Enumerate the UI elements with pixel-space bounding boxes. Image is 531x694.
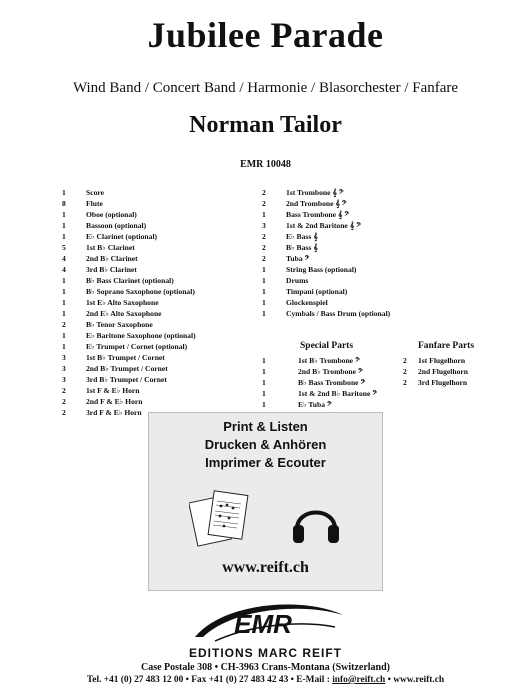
part-quantity: 1 [262, 276, 266, 285]
part-quantity: 4 [62, 265, 66, 274]
part-quantity: 1 [62, 287, 66, 296]
publisher-address: Case Postale 308 • CH-3963 Crans-Montana (Switzerland) [140, 662, 391, 673]
part-row [62, 396, 196, 407]
promo-line-imprimer: Imprimer & Ecouter [205, 455, 326, 470]
part-row [62, 363, 196, 374]
part-row [62, 209, 196, 220]
part-name: 2nd F & E♭ Horn [86, 397, 143, 406]
part-quantity: 2 [62, 320, 66, 329]
part-quantity: 1 [62, 342, 66, 351]
part-name: String Bass (optional) [286, 265, 357, 274]
parts-list-left [62, 187, 196, 418]
part-row [262, 286, 390, 297]
part-name: 2nd B♭ Clarinet [86, 254, 138, 263]
contact-suffix: • www.reift.ch [385, 675, 445, 685]
part-name: 2nd B♭ Trumpet / Cornet [86, 364, 168, 373]
logo-text: EMR [234, 609, 292, 639]
part-name: Glockenspiel [286, 298, 328, 307]
part-row [62, 220, 196, 231]
part-quantity: 1 [262, 378, 266, 387]
part-name: B♭ Tenor Saxophone [86, 320, 153, 329]
part-quantity: 1 [62, 276, 66, 285]
special-parts-heading: Special Parts [300, 341, 354, 351]
part-row [262, 355, 377, 366]
part-row [62, 297, 196, 308]
part-row [262, 198, 390, 209]
email-link[interactable]: info@reift.ch [332, 675, 386, 685]
part-name: 1st B♭ Trombone 𝄢 [298, 356, 360, 365]
fanfare-parts-list [403, 355, 468, 388]
part-quantity: 1 [262, 389, 266, 398]
part-quantity: 3 [62, 375, 66, 384]
part-quantity: 1 [262, 367, 266, 376]
part-name: 1st E♭ Alto Saxophone [86, 298, 159, 307]
part-quantity: 2 [262, 254, 266, 263]
part-quantity: 3 [62, 353, 66, 362]
part-quantity: 2 [403, 356, 407, 365]
part-quantity: 1 [262, 309, 266, 318]
part-row [262, 220, 390, 231]
part-quantity: 1 [62, 188, 66, 197]
part-quantity: 3 [62, 364, 66, 373]
part-quantity: 1 [62, 309, 66, 318]
part-row [403, 366, 468, 377]
part-quantity: 1 [262, 210, 266, 219]
part-name: B♭ Soprano Saxophone (optional) [86, 287, 195, 296]
part-quantity: 8 [62, 199, 66, 208]
part-name: Drums [286, 276, 309, 285]
part-row [262, 187, 390, 198]
part-name: 1st F & E♭ Horn [86, 386, 140, 395]
part-row [62, 374, 196, 385]
part-name: Flute [86, 199, 103, 208]
part-name: 3rd F & E♭ Horn [86, 408, 142, 417]
part-name: E♭ Baritone Saxophone (optional) [86, 331, 196, 340]
part-row [262, 242, 390, 253]
part-name: Timpani (optional) [286, 287, 348, 296]
fanfare-parts-heading: Fanfare Parts [418, 341, 475, 351]
ensemble-subtitle: Wind Band / Concert Band / Harmonie / Blasorchester / Fanfare [72, 80, 459, 96]
part-name: Oboe (optional) [86, 210, 137, 219]
part-name: 1st Flugelhorn [418, 356, 466, 365]
parts-list-right [262, 187, 390, 319]
publisher-contact [0, 675, 531, 685]
part-quantity: 1 [62, 298, 66, 307]
part-row [62, 385, 196, 396]
part-row [262, 388, 377, 399]
part-row [62, 286, 196, 297]
part-name: 2nd Flugelhorn [418, 367, 469, 376]
part-quantity: 1 [62, 232, 66, 241]
part-row [262, 209, 390, 220]
part-quantity: 3 [262, 221, 266, 230]
part-name: 2nd Trombone 𝄞 𝄢 [286, 199, 347, 208]
part-quantity: 1 [262, 298, 266, 307]
part-quantity: 1 [262, 400, 266, 409]
catalog-number: EMR 10048 [240, 159, 291, 170]
part-row [62, 319, 196, 330]
part-quantity: 1 [262, 265, 266, 274]
part-quantity: 1 [262, 356, 266, 365]
part-row [262, 253, 390, 264]
part-quantity: 1 [262, 287, 266, 296]
sheet-music-icon [189, 485, 259, 547]
part-row [262, 377, 377, 388]
part-row [62, 330, 196, 341]
part-quantity: 2 [62, 408, 66, 417]
part-quantity: 1 [62, 210, 66, 219]
part-row [62, 341, 196, 352]
part-row [62, 308, 196, 319]
promo-line-print: Print & Listen [223, 419, 308, 434]
part-name: 3rd B♭ Clarinet [86, 265, 137, 274]
part-name: E♭ Trumpet / Cornet (optional) [86, 342, 188, 351]
part-quantity: 2 [403, 367, 407, 376]
part-row [62, 242, 196, 253]
part-name: 1st B♭ Clarinet [86, 243, 135, 252]
part-quantity: 2 [262, 188, 266, 197]
part-row [403, 355, 468, 366]
part-name: 3rd B♭ Trumpet / Cornet [86, 375, 167, 384]
part-row [62, 231, 196, 242]
part-row [62, 264, 196, 275]
part-name: E♭ Tuba 𝄢 [298, 400, 332, 409]
headphones-icon [289, 495, 343, 549]
print-listen-panel [148, 412, 383, 591]
part-row [262, 297, 390, 308]
part-quantity: 2 [62, 386, 66, 395]
part-name: 1st B♭ Trumpet / Cornet [86, 353, 165, 362]
part-row [403, 377, 468, 388]
part-name: B♭ Bass 𝄞 [286, 243, 318, 252]
contact-prefix: Tel. +41 (0) 27 483 12 00 • Fax +41 (0) 27 483 42 43 • E-Mail : [86, 675, 333, 685]
part-name: E♭ Bass 𝄞 [286, 232, 318, 241]
part-row [262, 366, 377, 377]
part-quantity: 1 [62, 331, 66, 340]
part-row [262, 264, 390, 275]
composer-name: Norman Tailor [189, 112, 342, 138]
part-name: 2nd B♭ Trombone 𝄢 [298, 367, 363, 376]
part-name: B♭ Bass Clarinet (optional) [86, 276, 174, 285]
part-row [62, 275, 196, 286]
part-name: Score [86, 188, 104, 197]
part-name: B♭ Bass Trombone 𝄢 [298, 378, 366, 387]
part-row [62, 198, 196, 209]
part-row [262, 399, 377, 410]
part-row [62, 253, 196, 264]
part-row [262, 308, 390, 319]
part-name: 1st & 2nd B♭ Baritone 𝄢 [298, 389, 378, 398]
promo-line-drucken: Drucken & Anhören [204, 437, 327, 452]
emr-logo-icon [175, 597, 355, 647]
part-name: Cymbals / Bass Drum (optional) [286, 309, 391, 318]
part-row [62, 352, 196, 363]
publisher-brand: EDITIONS MARC REIFT [189, 646, 342, 660]
part-row [262, 231, 390, 242]
part-quantity: 2 [262, 199, 266, 208]
part-row [62, 187, 196, 198]
part-name: E♭ Clarinet (optional) [86, 232, 158, 241]
part-name: Bass Trombone 𝄞 𝄢 [286, 210, 350, 219]
part-name: 3rd Flugelhorn [418, 378, 468, 387]
part-name: Bassoon (optional) [86, 221, 147, 230]
promo-url[interactable]: www.reift.ch [222, 559, 309, 576]
part-name: 1st Trombone 𝄞 𝄢 [286, 188, 344, 197]
part-quantity: 4 [62, 254, 66, 263]
part-row [262, 275, 390, 286]
part-name: 2nd E♭ Alto Saxophone [86, 309, 162, 318]
part-quantity: 2 [262, 232, 266, 241]
part-name: 1st & 2nd Baritone 𝄞 𝄢 [286, 221, 361, 230]
page-title: Jubilee Parade [147, 15, 384, 55]
part-quantity: 2 [62, 397, 66, 406]
part-name: Tuba 𝄢 [286, 254, 310, 263]
part-quantity: 5 [62, 243, 66, 252]
part-quantity: 2 [262, 243, 266, 252]
part-quantity: 1 [62, 221, 66, 230]
part-quantity: 2 [403, 378, 407, 387]
